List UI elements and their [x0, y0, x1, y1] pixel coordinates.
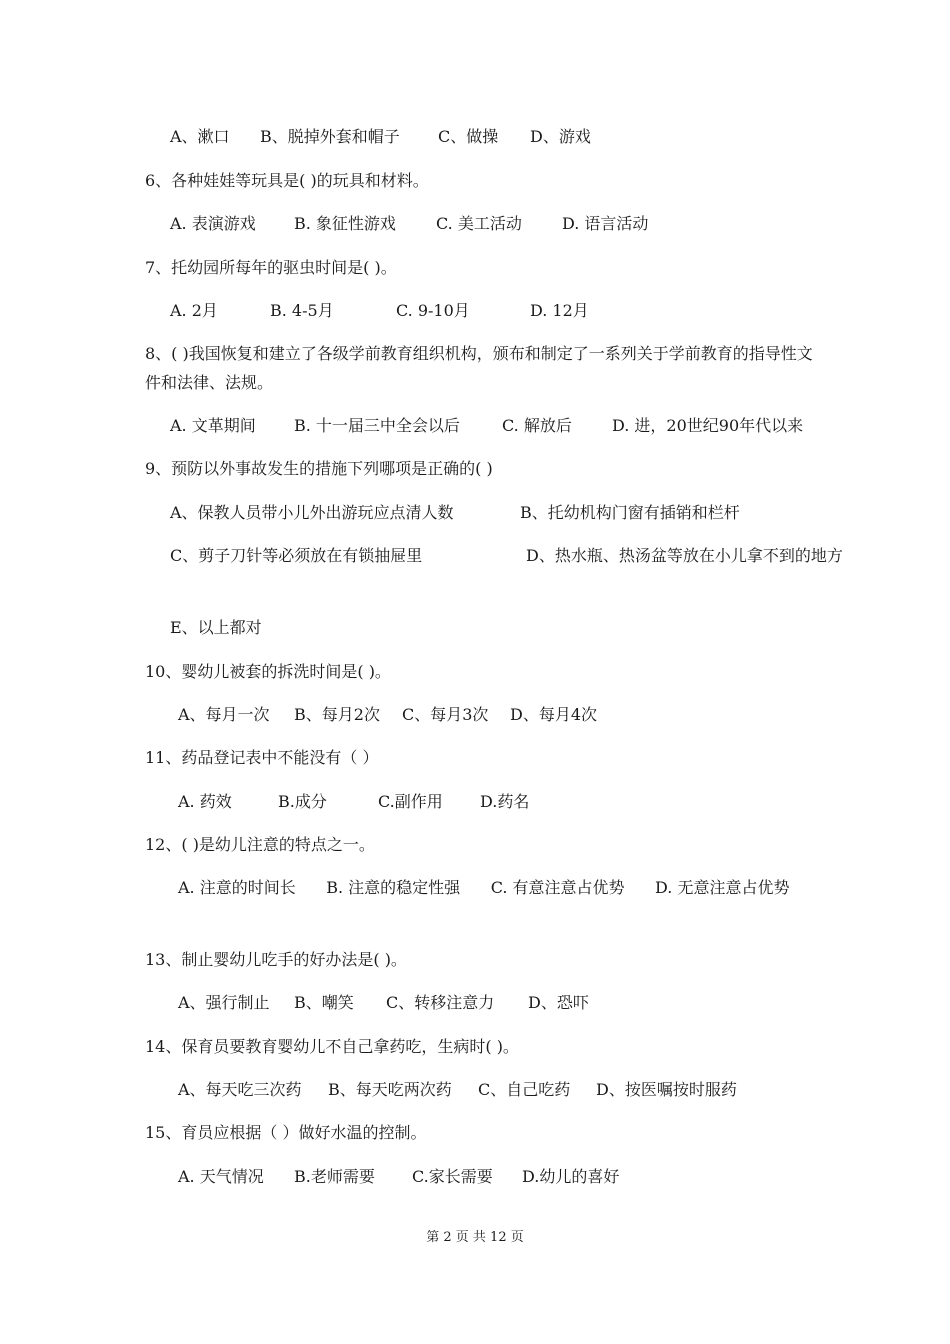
q9-option-d: D、热水瓶、热汤盆等放在小儿拿不到的地方 [526, 546, 843, 565]
q6-question: 6、各种娃娃等玩具是( )的玩具和材料。 [145, 171, 429, 190]
q11-option-a: A. 药效 [178, 792, 232, 811]
q7-option-a: A. 2月 [170, 301, 218, 320]
q5-options [170, 122, 840, 151]
q14-option-c: C、自己吃药 [478, 1080, 571, 1099]
q10-option-c: C、每月3次 [402, 705, 489, 724]
q7-option-b: B. 4-5月 [270, 301, 334, 320]
q5-option-a: A、漱口 [170, 127, 230, 146]
q10-options [178, 700, 848, 729]
q9-options-row2 [170, 541, 843, 570]
q10-option-b: B、每月2次 [294, 705, 380, 724]
q13-option-a: A、强行制止 [178, 993, 270, 1012]
q15-option-c: C.家长需要 [412, 1167, 493, 1186]
q6-option-b: B. 象征性游戏 [294, 214, 396, 233]
q13-option-c: C、转移注意力 [386, 993, 495, 1012]
q6-option-c: C. 美工活动 [436, 214, 522, 233]
q5-option-b: B、脱掉外套和帽子 [260, 127, 400, 146]
q9-options-row1 [170, 498, 840, 527]
q12-options: A. 注意的时间长 B. 注意的稳定性强 C. 有意注意占优势 D. 无意注意占优势 [178, 878, 790, 897]
q11-option-b: B.成分 [278, 792, 327, 811]
q13-question: 13、制止婴幼儿吃手的好办法是( )。 [145, 950, 407, 969]
page-footer: 第 2 页 共 12 页 [426, 1230, 524, 1245]
q8-option-d: D. 进，20世纪90年代以来 [612, 416, 804, 435]
q9-option-a: A、保教人员带小儿外出游玩应点清人数 [170, 503, 454, 522]
q9-option-b: B、托幼机构门窗有插销和栏杆 [520, 503, 740, 522]
q6-option-d: D. 语言活动 [562, 214, 649, 233]
q13-option-d: D、恐吓 [528, 993, 589, 1012]
q14-option-b: B、每天吃两次药 [328, 1080, 452, 1099]
q9-question: 9、预防以外事故发生的措施下列哪项是正确的( ) [145, 459, 493, 478]
q14-options [178, 1075, 848, 1104]
q10-option-d: D、每月4次 [510, 705, 598, 724]
q11-options [178, 787, 848, 816]
q14-option-a: A、每天吃三次药 [178, 1080, 302, 1099]
q8-option-a: A. 文革期间 [170, 416, 256, 435]
q7-option-c: C. 9-10月 [396, 301, 470, 320]
q9-option-c: C、剪子刀针等必须放在有锁抽屉里 [170, 546, 423, 565]
q11-question: 11、药品登记表中不能没有（ ） [145, 748, 379, 767]
q14-option-d: D、按医嘱按时服药 [596, 1080, 737, 1099]
q7-options [170, 296, 840, 325]
q15-option-b: B.老师需要 [294, 1167, 375, 1186]
q14-question: 14、保育员要教育婴幼儿不自己拿药吃，生病时( )。 [145, 1037, 519, 1056]
q10-question: 10、婴幼儿被套的拆洗时间是( )。 [145, 662, 391, 681]
q7-question: 7、托幼园所每年的驱虫时间是( )。 [145, 258, 397, 277]
q15-option-a: A. 天气情况 [178, 1167, 264, 1186]
q15-options [178, 1162, 848, 1191]
q13-options [178, 988, 848, 1017]
q15-question: 15、育员应根据（ ）做好水温的控制。 [145, 1123, 427, 1142]
q9-option-e: E、以上都对 [170, 618, 262, 637]
q11-option-c: C.副作用 [378, 792, 443, 811]
q10-option-a: A、每月一次 [178, 705, 270, 724]
q8-option-c: C. 解放后 [502, 416, 572, 435]
q5-option-c: C、做操 [438, 127, 499, 146]
q13-option-b: B、嘲笑 [294, 993, 354, 1012]
q11-option-d: D.药名 [480, 792, 530, 811]
q15-option-d: D.幼儿的喜好 [522, 1167, 620, 1186]
q12-question: 12、( )是幼儿注意的特点之一。 [145, 835, 375, 854]
q5-option-d: D、游戏 [530, 127, 591, 146]
q8-options [170, 411, 840, 440]
q8-option-b: B. 十一届三中全会以后 [294, 416, 460, 435]
q7-option-d: D. 12月 [530, 301, 589, 320]
q8-question: 8、( )我国恢复和建立了各级学前教育组织机构，颁布和制定了一系列关于学前教育的指导性文件和法律、法规。 [145, 344, 813, 392]
q6-options [170, 209, 840, 238]
q6-option-a: A. 表演游戏 [170, 214, 256, 233]
